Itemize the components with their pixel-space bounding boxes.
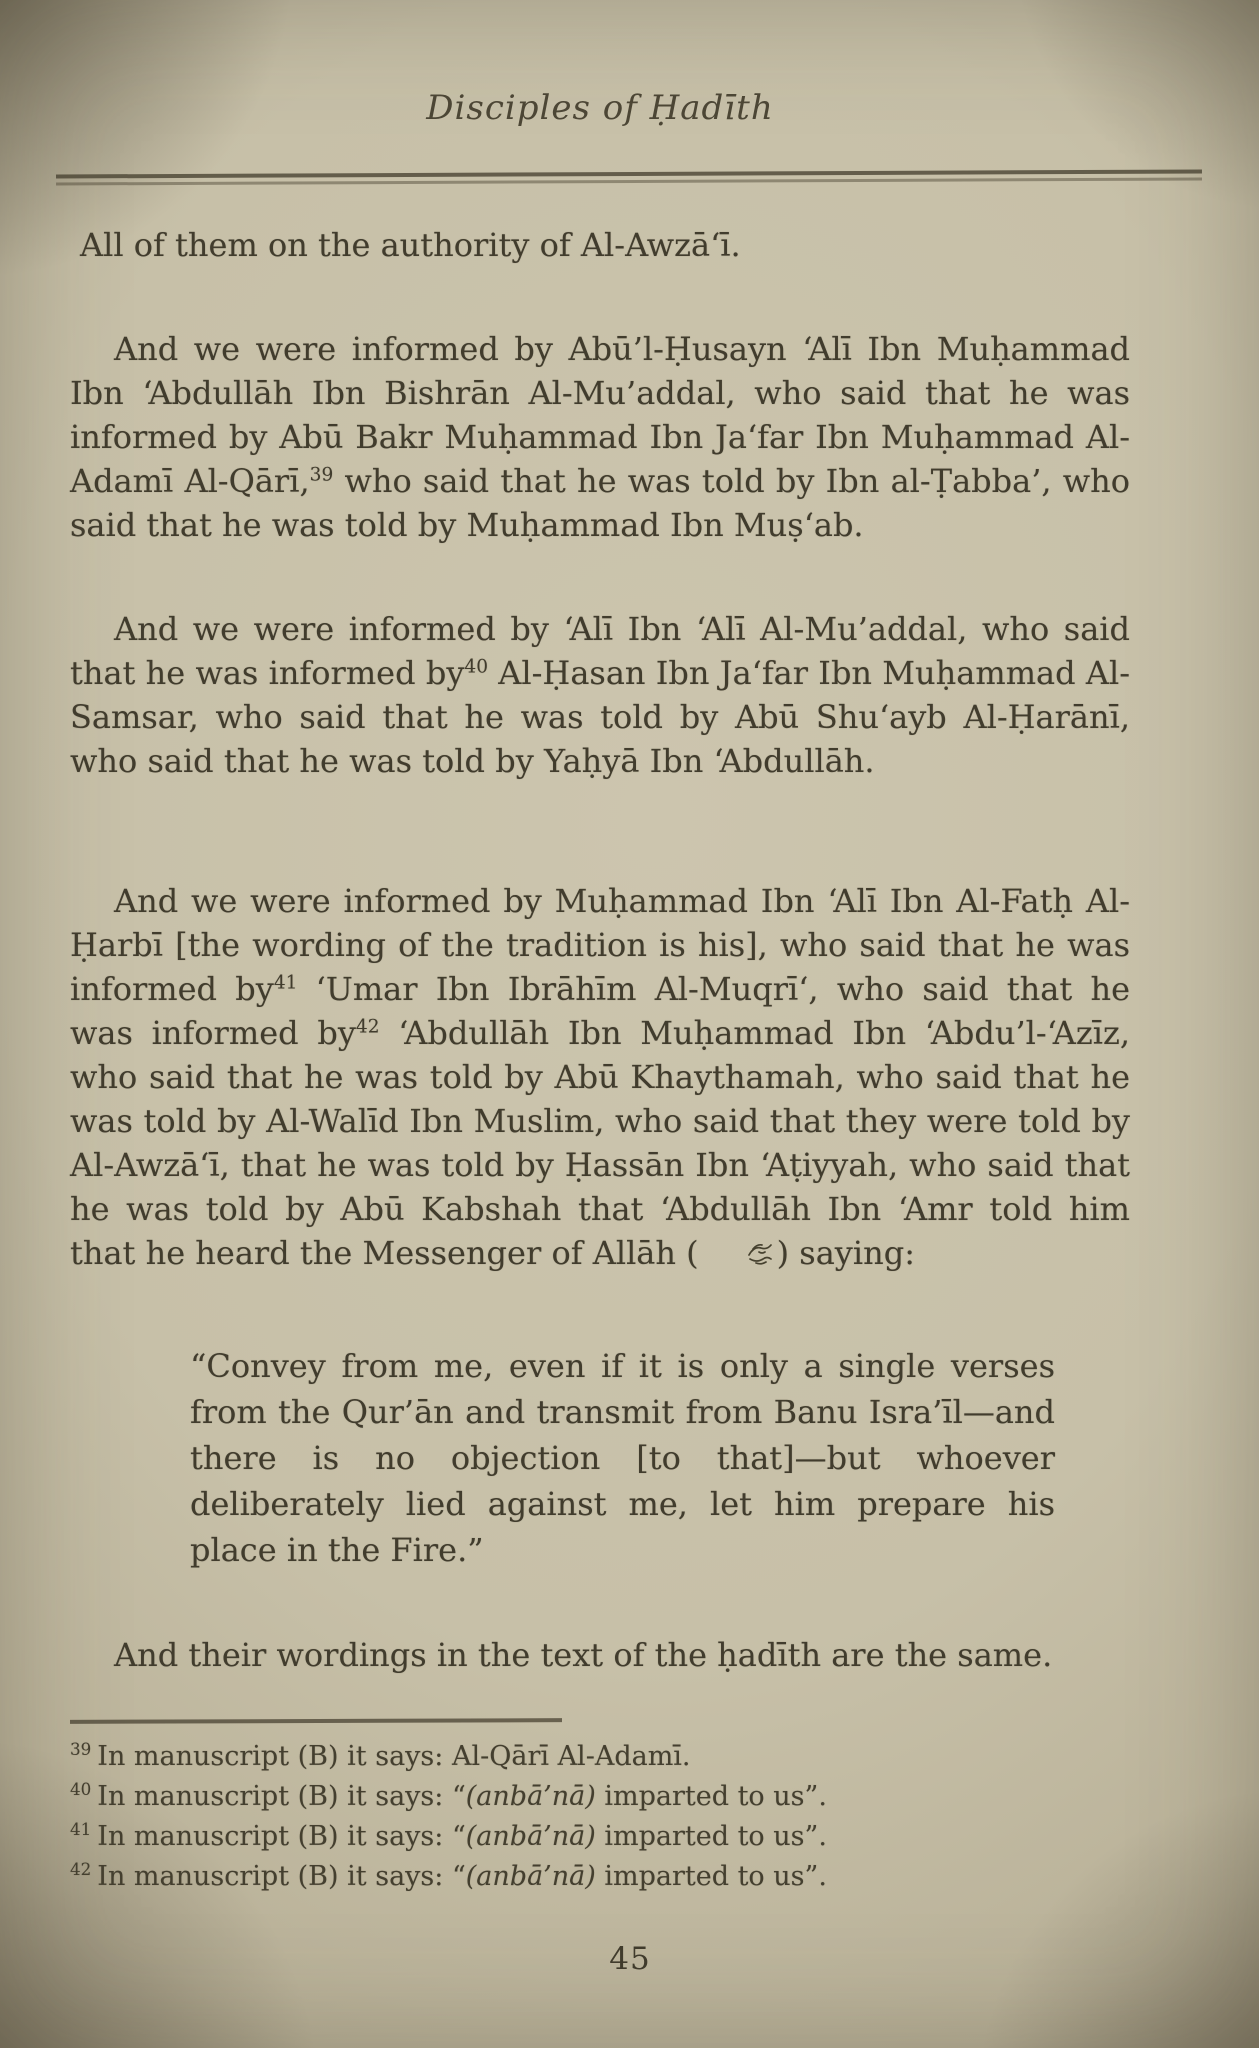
- footnote-number: 42: [70, 1859, 92, 1879]
- body-text: [70, 223, 1130, 1677]
- footnote-number: 39: [70, 1739, 92, 1759]
- footnote-ref: 40: [464, 656, 489, 678]
- footnote-number: 40: [70, 1779, 92, 1799]
- paragraph: And we were informed by ‘Alī Ibn ‘Alī Al-Mu’addal, who said that he was informed by$^{40}$ Al-Ḥasan Ibn Ja‘far Ibn Muḥammad Al-Samsar, who said that he was told by Abū Shu‘ayb Al-Ḥarānī, who said that he was told by Yaḥyā Ibn ‘Abdullāh.: [70, 610, 1131, 780]
- closing-paragraph: And their wordings in the text of the ḥadīth are the same.: [114, 1636, 1053, 1674]
- paragraph: And we were informed by Abū’l-Ḥusayn ‘Alī Ibn Muḥammad Ibn ‘Abdullāh Ibn Bishrān Al-Mu’addal, who said that he was informed by Abū Bakr Muḥammad Ibn Ja‘far Ibn Muḥammad Al-Adamī Al-Qārī,$^{39}$ who said that he was told by Ibn al-Ṭabba’, who said that he was told by Muḥammad Ibn Muṣ‘ab.: [70, 330, 1131, 544]
- paragraphs-container: [70, 223, 1130, 1279]
- footnote: $^{41}$ In manuscript (B) it says: “(anbā’nā) imparted to us”.: [70, 1819, 827, 1852]
- footnote: $^{39}$ In manuscript (B) it says: Al-Qārī Al-Adamī.: [70, 1739, 691, 1772]
- footnote-ref: 41: [273, 972, 298, 994]
- header-rule: [56, 169, 1202, 185]
- italic-term: (anbā’nā): [465, 1861, 596, 1892]
- hadith-blockquote: “Convey from me, even if it is only a single verses from the Qur’ān and transmit from Banu Isra’īl—and there is no objection [to that]—but whoever deliberately lied against me, let him prepare his place in the Fire.”: [190, 1347, 1055, 1569]
- paragraph: All of them on the authority of Al-Awzā‘ī.: [80, 226, 741, 264]
- page-number: 45: [609, 1941, 651, 1977]
- italic-term: (anbā’nā): [465, 1781, 596, 1812]
- running-header: Disciples of Ḥadīth: [426, 88, 774, 128]
- paragraph: And we were informed by Muḥammad Ibn ‘Alī Ibn Al-Fatḥ Al-Ḥarbī [the wording of the tradition is his], who said that he was informed by$^{41}$ ‘Umar Ibn Ibrāhīm Al-Muqrī‘, who said that he was informed by$^{42}$ ‘Abdullāh Ibn Muḥammad Ibn ‘Abdu’l-‘Azīz, who said that he was told by Abū Khaythamah, who said that he was told by Al-Walīd Ibn Muslim, who said that they were told by Al-Awzā‘ī, that he was told by Ḥassān Ibn ‘Aṭiyyah, who said that he was told by Abū Kabshah that ‘Abdullāh Ibn ‘Amr told him that he heard the Messenger of Allāh ( ) saying:: [70, 879, 1130, 1279]
- page-content: [70, 0, 1130, 1977]
- footnote-ref: 39: [309, 464, 334, 486]
- sallallahu-calligraphy-icon: [701, 1235, 775, 1279]
- italic-term: (anbā’nā): [465, 1821, 596, 1852]
- footnote-ref: 42: [355, 1016, 380, 1038]
- footnote: $^{40}$ In manuscript (B) it says: “(anbā’nā) imparted to us”.: [70, 1779, 827, 1812]
- footnote-number: 41: [70, 1819, 92, 1839]
- footnotes: [70, 1737, 1130, 1897]
- footnote: $^{42}$ In manuscript (B) it says: “(anbā’nā) imparted to us”.: [70, 1859, 827, 1892]
- footnote-separator: [70, 1718, 562, 1724]
